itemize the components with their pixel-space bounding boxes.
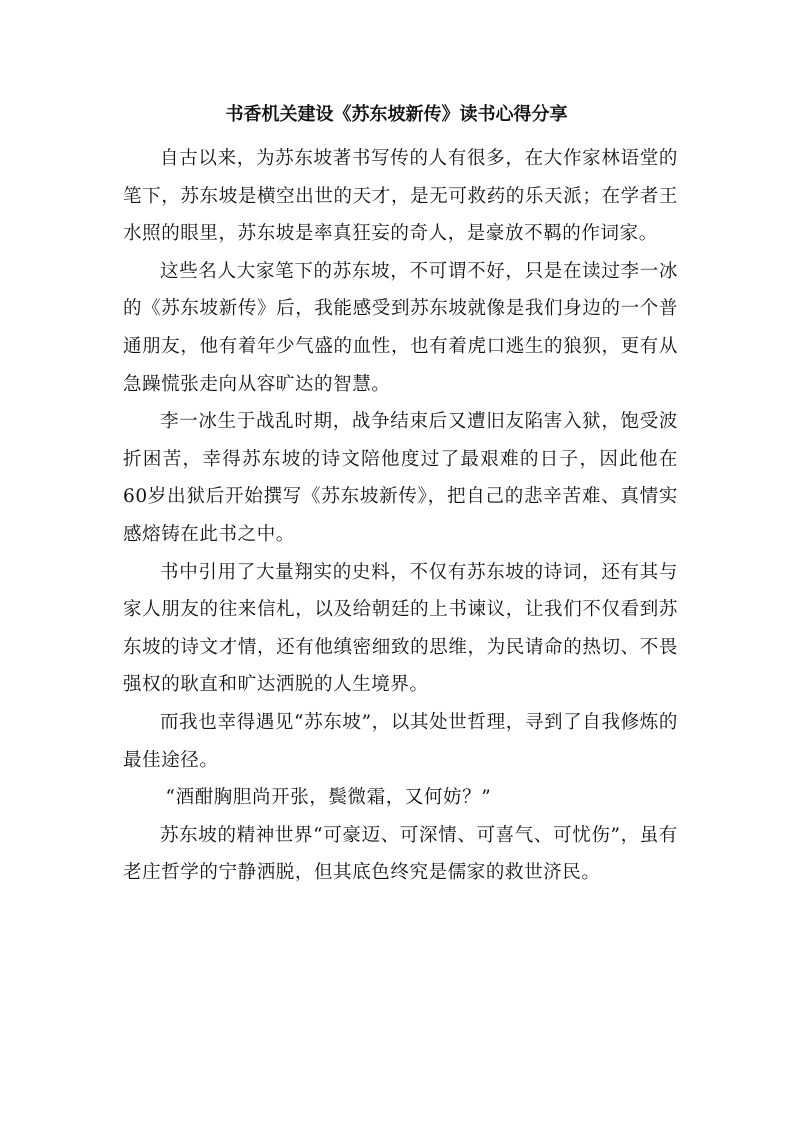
paragraph-1: 自古以来，为苏东坡著书写传的人有很多，在大作家林语堂的笔下，苏东坡是横空出世的天才，是无可救药的乐天派；在学者王水照的眼里，苏东坡是率真狂妄的奇人，是豪放不羁的作词家。 bbox=[123, 148, 678, 245]
document-title: 书香机关建设《苏东坡新传》读书心得分享 bbox=[225, 104, 568, 125]
paragraph-3: 李一冰生于战乱时期，战争结束后又遭旧友陷害入狱，饱受波折困苦，幸得苏东坡的诗文陪他度过了最艰难的日子，因此他在60岁出狱后开始撰写《苏东坡新传》，把自己的悲辛苦难、真情实感熔铸在此书之中。 bbox=[123, 411, 678, 545]
quote-paragraph: “酒酣胸胆尚开张，鬓微霜，又何妨？” bbox=[165, 787, 492, 809]
document-body bbox=[123, 140, 678, 892]
paragraph-2: 这些名人大家笔下的苏东坡，不可谓不好，只是在读过李一冰的《苏东坡新传》后，我能感受到苏东坡就像是我们身边的一个普通朋友，他有着年少气盛的血性，也有着虎口逃生的狼狈，更有从急躁慌张走向从容旷达的智慧。 bbox=[123, 260, 678, 395]
paragraph-7: 苏东坡的精神世界“可豪迈、可深情、可喜气、可忧伤”，虽有老庄哲学的宁静洒脱，但其底色终究是儒家的救世济民。 bbox=[123, 824, 678, 884]
paragraph-5: 而我也幸得遇见“苏东坡”，以其处世哲理，寻到了自我修炼的最佳途径。 bbox=[123, 711, 678, 771]
paragraph-4: 书中引用了大量翔实的史料，不仅有苏东坡的诗词，还有其与家人朋友的往来信札，以及给朝廷的上书谏议，让我们不仅看到苏东坡的诗文才情，还有他缜密细致的思维，为民请命的热切、不畏强权的耿直和旷达洒脱的人生境界。 bbox=[123, 561, 678, 696]
